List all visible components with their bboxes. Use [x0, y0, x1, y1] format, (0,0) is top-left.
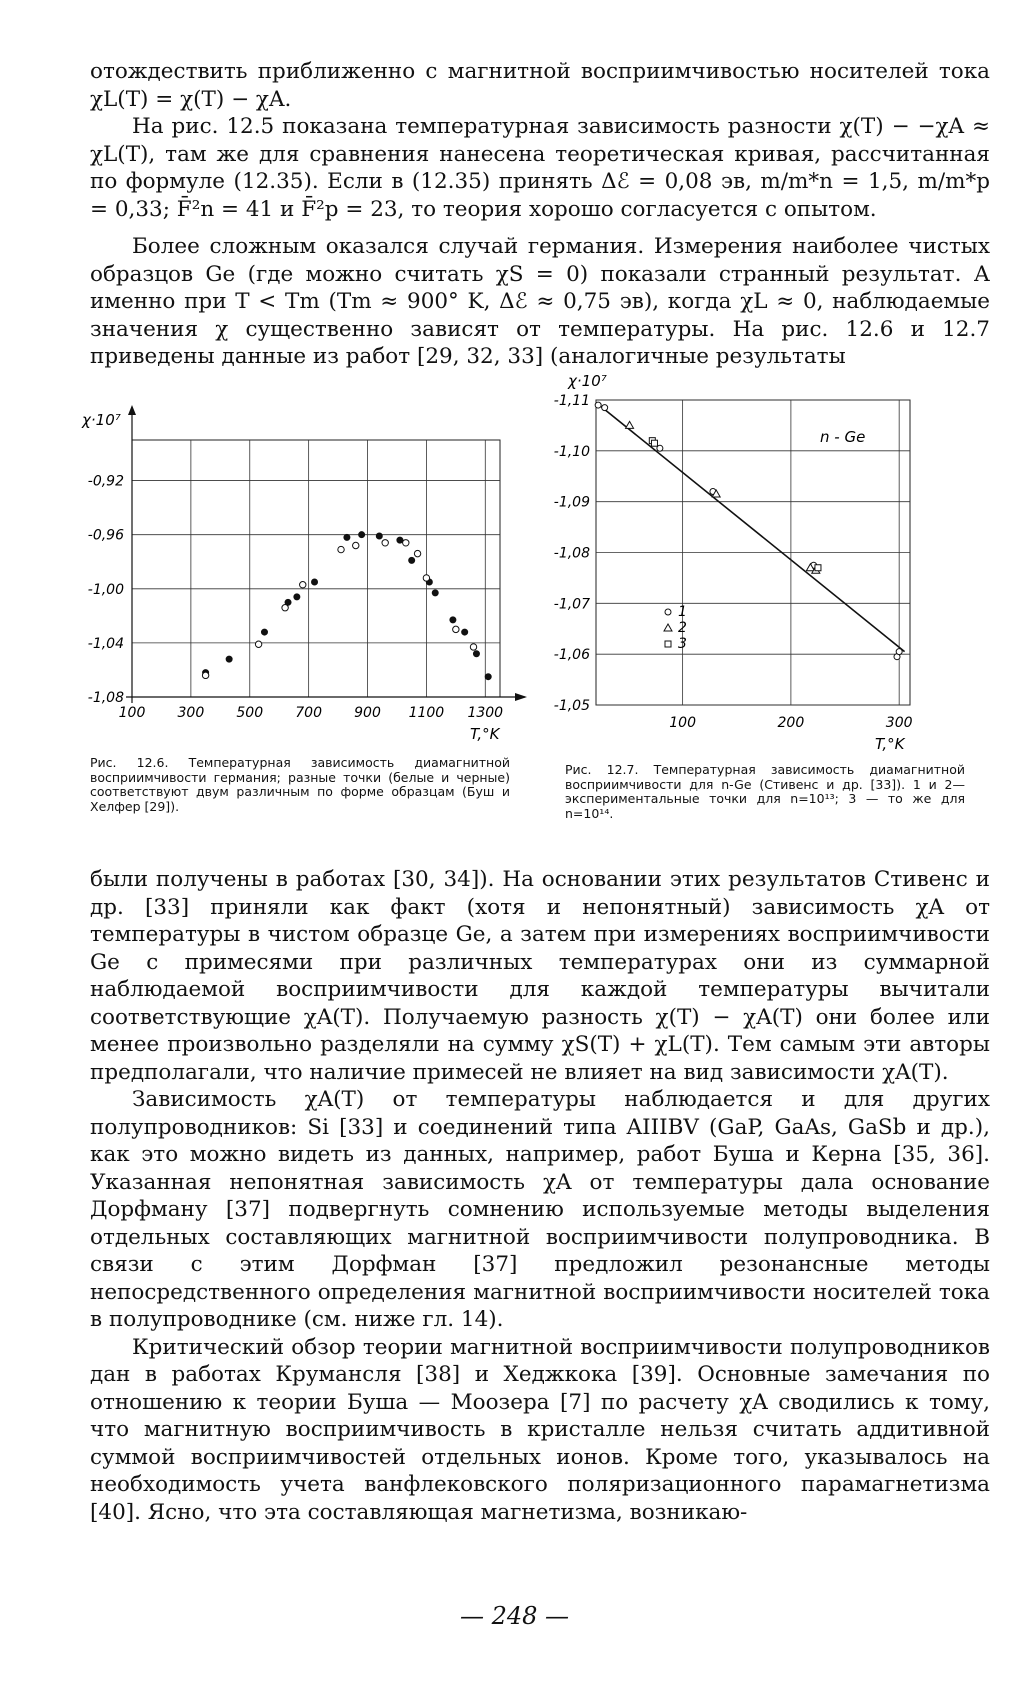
page-number: — 248 — — [459, 1602, 570, 1630]
figure-12-7-caption: Рис. 12.7. Температурная зависимость диамагнитной восприимчивости для n-Ge (Стивенс и др. [33]). 1 и 2—экспериментальные точки для n=10¹³; 3 — то же для n=10¹⁴. — [565, 762, 965, 821]
figure-12-7 — [540, 370, 940, 760]
data-point-filled — [261, 629, 267, 635]
y-tick-label: -0,96 — [87, 527, 124, 544]
x-axis-arrow — [515, 693, 527, 701]
y-tick-label: -1,07 — [553, 596, 590, 613]
y-tick-label: -1,08 — [553, 545, 590, 562]
data-point-open — [414, 550, 420, 556]
data-point-filled — [473, 651, 479, 657]
x-tick-label: 200 — [777, 715, 805, 731]
data-point-filled — [312, 579, 318, 585]
data-point-series-3 — [651, 440, 657, 446]
data-point-series-3 — [815, 565, 821, 571]
data-point-open — [300, 582, 306, 588]
data-point-filled — [409, 557, 415, 563]
y-axis-arrow — [128, 405, 136, 415]
y-tick-label: -0,92 — [87, 473, 124, 490]
x-tick-label: 300 — [885, 715, 913, 731]
paragraph-5: Зависимость χA(T) от температуры наблюдается и для других полупроводников: Si [33] и соединений типа AIIIBV (GaP, GaAs, GaSb и др.), как это можно видеть из данных, например, работ Буша и Керна [35, 36]. Указанная непонятная зависимость χA от температуры дала основание Дорфману [37] подвергнуть сомнению используемые методы выделения отдельных составляющих магнитной восприимчивости полупроводника. В связи с этим Дорфман [37] предложил резонансные методы непосредственного определения магнитной восприимчивости носителей тока в полупроводнике (см. ниже гл. 14). — [90, 1087, 990, 1332]
figure-12-6-caption: Рис. 12.6. Температурная зависимость диамагнитной восприимчивости германия; разные точки (белые и черные) соответствуют двум различным по форме образцам (Буш и Хелфер [29]). — [90, 755, 510, 814]
x-tick-label: 300 — [177, 705, 205, 721]
data-point-open — [202, 672, 208, 678]
data-point-series-1 — [595, 402, 601, 408]
data-point-filled — [344, 534, 350, 540]
data-point-series-1 — [896, 649, 902, 655]
paragraph-6: Критический обзор теории магнитной восприимчивости полупроводников дан в работах Крумансля [38] и Хеджкока [39]. Основные замечания по отношению к теории Буша — Моозера [7] по расчету χA сводились к тому, что магнитную восприимчивость в кристалле нельзя считать аддитивной суммой восприимчивостей отдельных ионов. Кроме того, указывалось на необходимость учета ванфлековского поляризационного парамагнетизма [40]. Ясно, что эта составляющая магнетизма, возникаю- — [90, 1334, 990, 1525]
legend-label: 1 — [678, 604, 687, 620]
data-point-filled — [450, 617, 456, 623]
y-tick-label: -1,11 — [553, 393, 590, 409]
y-tick-label: -1,00 — [87, 581, 124, 598]
y-tick-label: -1,09 — [553, 494, 590, 511]
data-point-open — [382, 540, 388, 546]
y-tick-label: -1,04 — [87, 635, 124, 652]
y-tick-label: -1,06 — [553, 647, 590, 664]
x-axis-label: T,°K — [470, 725, 500, 743]
text-block-top — [90, 58, 990, 371]
y-axis-label: χ·10⁷ — [82, 411, 121, 429]
data-point-open — [453, 626, 459, 632]
text-block-bottom — [90, 866, 990, 1526]
data-point-open — [423, 575, 429, 581]
figure-12-6-chart — [70, 395, 530, 755]
figure-12-6 — [70, 395, 530, 755]
data-point-open — [255, 641, 261, 647]
legend-label: 2 — [678, 620, 687, 636]
data-point-open — [338, 546, 344, 552]
paragraph-2: На рис. 12.5 показана температурная зависимость разности χ(T) − −χA ≈ χL(T), там же для сравнения нанесена теоретическая кривая, рассчитанная по формуле (12.35). Если в (12.35) принять Δℰ = 0,08 эв, m/m*n = 1,5, m/m*p = 0,33; F̄²n = 41 и F̄²p = 23, то теория хорошо согласуется с опытом. — [90, 114, 990, 222]
data-point-open — [353, 542, 359, 548]
data-point-open — [470, 644, 476, 650]
x-tick-label: 100 — [669, 715, 696, 731]
data-point-filled — [294, 594, 300, 600]
paragraph-4: были получены в работах [30, 34]). На основании этих результатов Стивенс и др. [33] приняли как факт (хотя и непонятный) зависимость χA от температуры в чистом образце Ge, а затем при измерениях восприимчивости Ge с примесями при различных температурах они из суммарной наблюдаемой восприимчивости для каждой температуры вычитали соответствующие χA(T). Получаемую разность χ(T) − χA(T) они более или менее произвольно разделяли на сумму χS(T) + χL(T). Тем самым эти авторы предполагали, что наличие примесей не влияет на вид зависимости χA(T). — [90, 867, 990, 1085]
figure-12-7-chart — [540, 370, 940, 760]
x-tick-label: 900 — [354, 705, 381, 721]
data-point-open — [282, 605, 288, 611]
legend-label: 3 — [678, 636, 687, 652]
data-point-filled — [376, 533, 382, 539]
data-point-open — [403, 540, 409, 546]
y-tick-label: -1,10 — [553, 443, 590, 460]
paragraph-3: Более сложным оказался случай германия. Измерения наиболее чистых образцов Ge (где можно считать χS = 0) показали странный результат. А именно при T < Tm (Tm ≈ 900° K, Δℰ ≈ 0,75 эв), когда χL ≈ 0, наблюдаемые значения χ существенно зависят от температуры. На рис. 12.6 и 12.7 приведены данные из работ [29, 32, 33] (аналогичные результаты — [90, 234, 990, 369]
legend-marker-circle — [665, 609, 671, 615]
data-point-filled — [462, 629, 468, 635]
data-point-series-2 — [626, 421, 634, 428]
y-tick-label: -1,08 — [87, 690, 124, 706]
chart-annotation: n - Ge — [820, 428, 866, 446]
plot-frame — [132, 440, 500, 697]
data-point-filled — [226, 656, 232, 662]
legend-marker-square — [665, 641, 671, 647]
x-tick-label: 700 — [295, 705, 323, 721]
x-axis-label: T,°K — [875, 735, 905, 753]
legend-marker-triangle — [664, 624, 672, 631]
y-tick-label: -1,05 — [553, 698, 590, 714]
y-axis-label: χ·10⁷ — [568, 372, 607, 390]
data-point-filled — [432, 590, 438, 596]
paragraph-1: отождествить приближенно с магнитной восприимчивостью носителей тока χL(T) = χ(T) − χA. — [90, 59, 990, 112]
x-tick-label: 1100 — [408, 705, 445, 721]
data-point-filled — [397, 537, 403, 543]
x-tick-label: 100 — [118, 705, 146, 721]
x-tick-label: 500 — [236, 705, 264, 721]
data-point-filled — [485, 674, 491, 680]
data-point-series-1 — [602, 405, 608, 411]
x-tick-label: 1300 — [467, 705, 504, 721]
data-point-filled — [359, 532, 365, 538]
